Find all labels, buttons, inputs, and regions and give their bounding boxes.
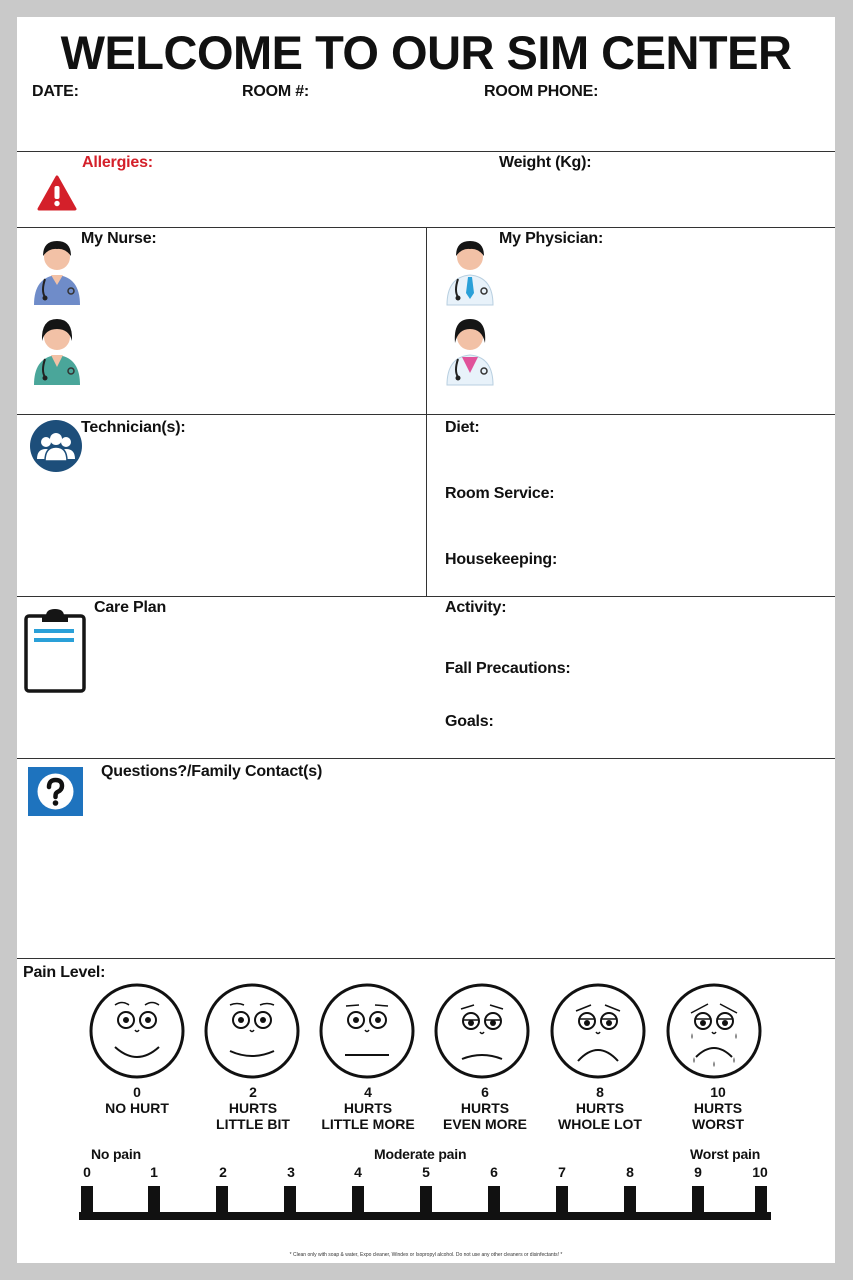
physician-label: My Physician: xyxy=(499,230,604,247)
scale-tick-label: 7 xyxy=(558,1164,566,1180)
page-title: WELCOME TO OUR SIM CENTER xyxy=(60,26,792,79)
team-icon xyxy=(29,419,83,473)
pain-caption: 6 HURTS EVEN MORE xyxy=(442,1084,527,1132)
scale-tick-label: 8 xyxy=(626,1164,634,1180)
pain-face-6 xyxy=(434,983,530,1079)
question-icon xyxy=(28,767,83,816)
diet-label: Diet: xyxy=(445,419,480,436)
nurse-label: My Nurse: xyxy=(81,230,157,247)
scale-moderate-label: Moderate pain xyxy=(374,1146,467,1162)
pain-caption: 8 HURTS WHOLE LOT xyxy=(558,1084,642,1132)
scale-tick-label: 1 xyxy=(150,1164,158,1180)
warning-icon xyxy=(37,175,77,211)
column-divider xyxy=(426,227,427,596)
pain-level-label: Pain Level: xyxy=(23,964,106,981)
pain-face-0 xyxy=(89,983,185,1079)
pain-face-4 xyxy=(319,983,415,1079)
clipboard-icon xyxy=(24,607,88,693)
technician-label: Technician(s): xyxy=(81,419,186,436)
scale-tick-label: 4 xyxy=(354,1164,362,1180)
allergies-label: Allergies: xyxy=(82,154,153,171)
questions-label: Questions?/Family Contact(s) xyxy=(101,763,323,780)
weight-label: Weight (Kg): xyxy=(499,154,592,171)
scale-tick-label: 3 xyxy=(287,1164,295,1180)
pain-face-10 xyxy=(666,983,762,1079)
cleaning-footnote: * Clean only with soap & water, Expo cleaner, Windex or Isopropyl alcohol. Do not use any other cleaners or disinfectants! * xyxy=(289,1252,563,1258)
pain-caption: 4 HURTS LITTLE MORE xyxy=(321,1084,415,1132)
activity-label: Activity: xyxy=(445,599,507,616)
scale-tick-label: 2 xyxy=(219,1164,227,1180)
room-phone-label: ROOM PHONE: xyxy=(484,83,599,100)
pain-scale-ruler xyxy=(79,1184,771,1222)
divider xyxy=(17,758,835,759)
scale-tick-label: 9 xyxy=(694,1164,702,1180)
whiteboard xyxy=(17,17,835,1263)
housekeeping-label: Housekeeping: xyxy=(445,551,558,568)
room-label: ROOM #: xyxy=(242,83,310,100)
divider xyxy=(17,958,835,959)
pain-face-2 xyxy=(204,983,300,1079)
scale-tick-label: 5 xyxy=(422,1164,430,1180)
pain-caption: 2 HURTS LITTLE BIT xyxy=(216,1084,290,1132)
nurse-icon xyxy=(31,311,83,387)
goals-label: Goals: xyxy=(445,713,494,730)
scale-no-pain-label: No pain xyxy=(91,1146,141,1162)
fall-precautions-label: Fall Precautions: xyxy=(445,660,571,677)
physician-icon xyxy=(444,231,496,307)
room-service-label: Room Service: xyxy=(445,485,555,502)
pain-caption: 0 NO HURT xyxy=(105,1084,169,1116)
scale-worst-label: Worst pain xyxy=(690,1146,761,1162)
scale-tick-label: 0 xyxy=(83,1164,91,1180)
date-label: DATE: xyxy=(32,83,79,100)
nurse-icon xyxy=(31,231,83,307)
care-plan-label: Care Plan xyxy=(94,599,167,616)
scale-tick-label: 10 xyxy=(752,1164,768,1180)
pain-face-8 xyxy=(550,983,646,1079)
physician-icon xyxy=(444,311,496,387)
pain-caption: 10 HURTS WORST xyxy=(691,1084,745,1132)
divider xyxy=(17,151,835,152)
divider xyxy=(17,596,835,597)
scale-tick-label: 6 xyxy=(490,1164,498,1180)
